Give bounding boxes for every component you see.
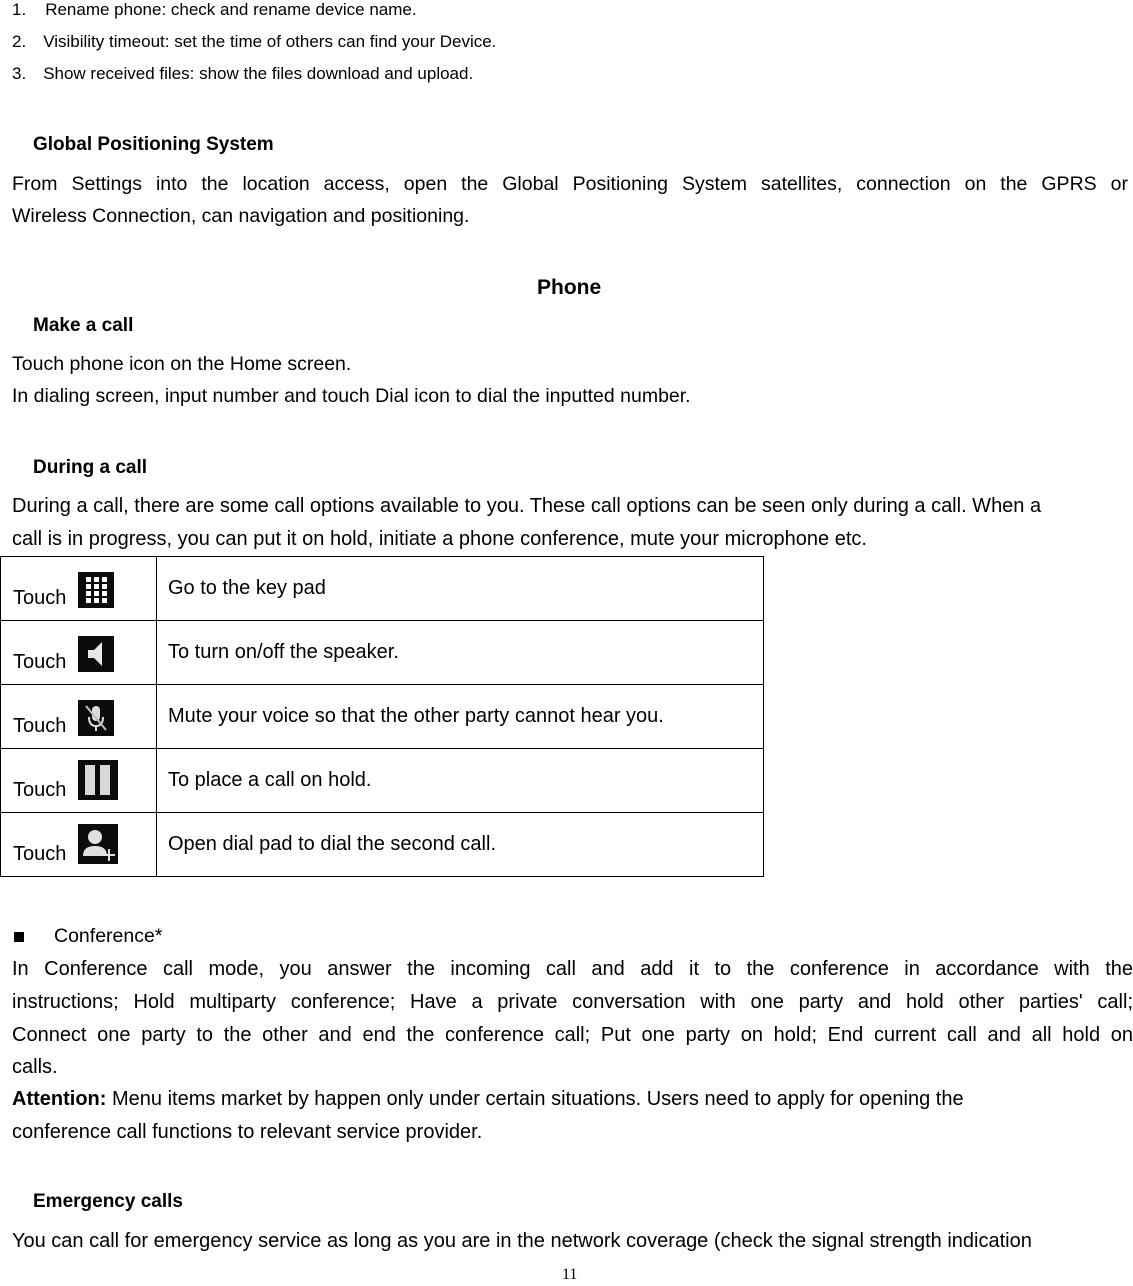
during-call-text: During a call, there are some call options available to you. These call options can be seen only during a call. When a <box>12 495 1042 517</box>
option-description: To turn on/off the speaker. <box>157 621 764 685</box>
list-item: 2. Visibility timeout: set the time of others can find your Device. <box>12 32 497 51</box>
table-row: Touch Open dial pad to dial the second call. <box>1 813 764 877</box>
conference-bullet: Conference* <box>14 920 162 953</box>
list-item: 1. Rename phone: check and rename device name. <box>12 0 417 19</box>
square-bullet-icon <box>14 932 24 942</box>
table-row: Touch To place a call on hold. <box>1 749 764 813</box>
list-item: 3. Show received files: show the files download and upload. <box>12 64 474 83</box>
section-title: Phone <box>537 276 602 299</box>
table-row: Touch To turn on/off the speaker. <box>1 621 764 685</box>
during-call-heading: During a call <box>33 457 148 478</box>
option-description: To place a call on hold. <box>157 749 764 813</box>
conference-text: calls. <box>12 1056 58 1078</box>
option-description: Go to the key pad <box>157 557 764 621</box>
make-call-heading: Make a call <box>33 315 134 336</box>
speaker-icon <box>78 636 114 672</box>
make-call-text: Touch phone icon on the Home screen. <box>12 353 352 375</box>
page-number: 11 <box>562 1266 578 1283</box>
conference-text: instructions; Hold multiparty conference; Have a private conversation with one party and hold other parties' call; <box>12 991 1133 1013</box>
attention-note: Attention: Menu items market by happen only under certain situations. Users need to apply for opening the <box>12 1088 964 1110</box>
attention-note-cont: conference call functions to relevant service provider. <box>12 1121 483 1143</box>
option-description: Open dial pad to dial the second call. <box>157 813 764 877</box>
during-call-text: call is in progress, you can put it on hold, initiate a phone conference, mute your microphone etc. <box>12 528 867 550</box>
add-call-icon <box>78 824 118 864</box>
keypad-icon <box>78 572 114 608</box>
mute-mic-icon <box>78 700 114 736</box>
gps-paragraph: From Settings into the location access, open the Global Positioning System satellites, connection on the GPRS or <box>12 173 1128 195</box>
gps-paragraph-cont: Wireless Connection, can navigation and positioning. <box>12 205 470 227</box>
gps-heading: Global Positioning System <box>33 134 274 155</box>
table-row: Touch Go to the key pad <box>1 557 764 621</box>
option-description: Mute your voice so that the other party cannot hear you. <box>157 685 764 749</box>
pause-icon <box>78 760 118 800</box>
emergency-text: You can call for emergency service as long as you are in the network coverage (check the signal strength indication <box>12 1230 1032 1252</box>
call-options-table <box>0 556 764 877</box>
conference-text: In Conference call mode, you answer the incoming call and add it to the conference in accordance with the <box>12 958 1133 980</box>
table-row: Touch Mute your voice so that the other party cannot hear you. <box>1 685 764 749</box>
conference-text: Connect one party to the other and end the conference call; Put one party on hold; End current call and all hold on <box>12 1024 1133 1046</box>
emergency-heading: Emergency calls <box>33 1191 183 1212</box>
make-call-text: In dialing screen, input number and touch Dial icon to dial the inputted number. <box>12 385 691 407</box>
